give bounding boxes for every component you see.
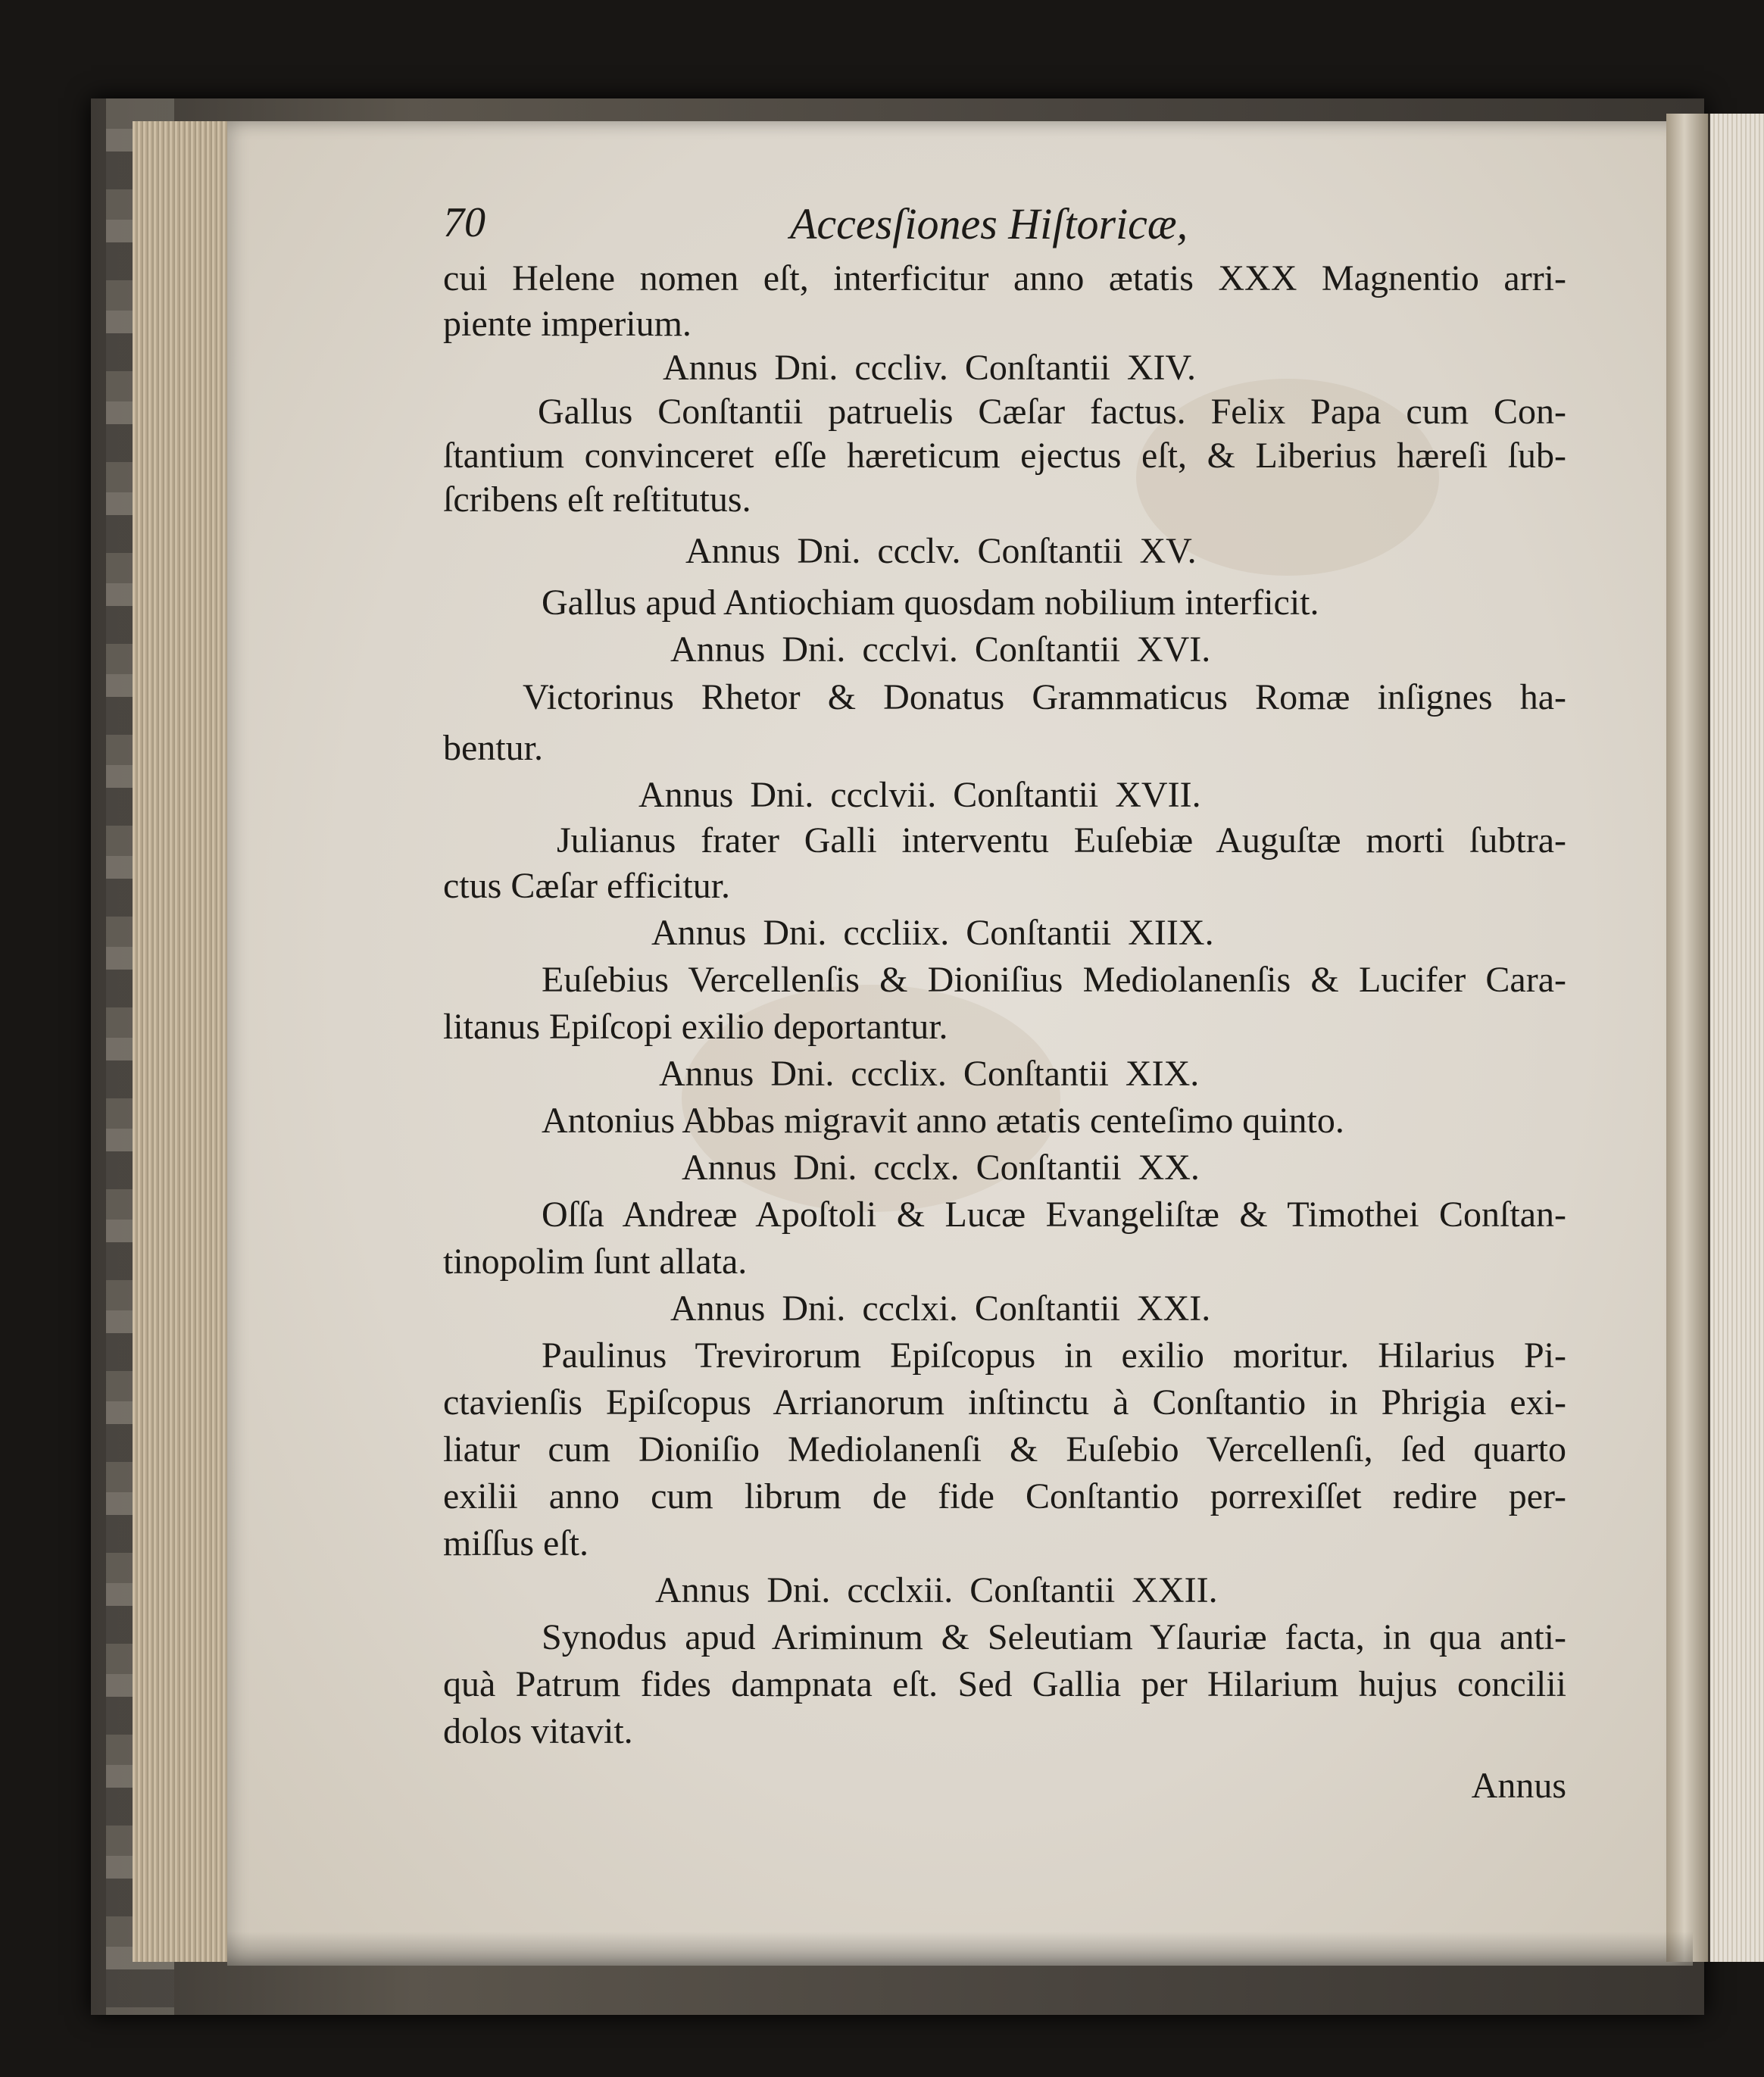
year-heading: Annus Dni. ccclx. Conſtantii XX. [682,1148,1200,1188]
catchword: Annus [1471,1766,1566,1806]
text-line: cui Helene nomen eſt, interficitur anno ætatis XXX Magnentio arri- [443,258,1566,298]
page-number: 70 [443,199,485,246]
text-line: Julianus frater Galli interventu Euſebiæ Auguſtæ morti ſubtra- [557,820,1566,860]
text-line: Euſebius Vercellenſis & Dioniſius Mediolanenſis & Lucifer Cara- [542,960,1566,1000]
year-heading: Annus Dni. ccclvi. Conſtantii XVI. [670,629,1211,670]
year-heading: Annus Dni. cccliix. Conſtantii XIIX. [651,913,1214,953]
year-heading: Annus Dni. ccclv. Conſtantii XV. [685,531,1197,571]
year-heading: Annus Dni. ccclix. Conſtantii XIX. [659,1054,1200,1094]
text-line: exilii anno cum librum de fide Conſtantio porrexiſſet redire per- [443,1476,1566,1516]
text-line: Gallus Conſtantii patruelis Cæſar factus. Felix Papa cum Con- [538,392,1566,432]
text-line: piente imperium. [443,304,692,344]
text-line: dolos vitavit. [443,1711,633,1751]
text-line: Gallus apud Antiochiam quosdam nobilium interficit. [542,582,1319,623]
facing-page-edge [1708,114,1764,1962]
text-line: Antonius Abbas migravit anno ætatis centeſimo quinto. [542,1101,1344,1141]
text-line: tinopolim ſunt allata. [443,1242,748,1282]
text-line: Oſſa Andreæ Apoſtoli & Lucæ Evangeliſtæ & Timothei Conſtan- [542,1195,1566,1235]
text-line: quà Patrum fides dampnata eſt. Sed Gallia per Hilarium hujus concilii [443,1664,1566,1704]
text-line: ctavienſis Epiſcopus Arrianorum inſtinctu à Conſtantio in Phrigia exi- [443,1382,1566,1423]
year-heading: Annus Dni. cccliv. Conſtantii XIV. [663,348,1196,388]
year-heading: Annus Dni. ccclxii. Conſtantii XXII. [655,1570,1218,1610]
text-line: bentur. [443,728,543,768]
text-line: Synodus apud Ariminum & Seleutiam Yſauriæ facta, in qua anti- [542,1617,1566,1657]
book-gutter [1666,114,1712,1962]
page-bottom-shadow [227,1932,1693,1966]
page-header [443,198,1579,251]
text-line: liatur cum Dioniſio Mediolanenſi & Euſebio Vercellenſi, ſed quarto [443,1429,1566,1470]
text-line: Victorinus Rhetor & Donatus Grammaticus Romæ inſignes ha- [523,677,1566,717]
text-line: ſcribens eſt reſtitutus. [443,479,751,520]
text-line: litanus Epiſcopi exilio deportantur. [443,1007,948,1047]
text-line: ctus Cæſar efficitur. [443,866,731,906]
year-heading: Annus Dni. ccclvii. Conſtantii XVII. [638,775,1201,815]
running-head: Accesſiones Hiſtoricæ, [790,199,1188,248]
text-line: ſtantium convinceret eſſe hæreticum ejectus eſt, & Liberius hæreſi ſub- [443,436,1566,476]
text-line: miſſus eſt. [443,1523,589,1563]
text-line: Paulinus Trevirorum Epiſcopus in exilio moritur. Hilarius Pi- [542,1335,1566,1376]
year-heading: Annus Dni. ccclxi. Conſtantii XXI. [670,1288,1211,1329]
